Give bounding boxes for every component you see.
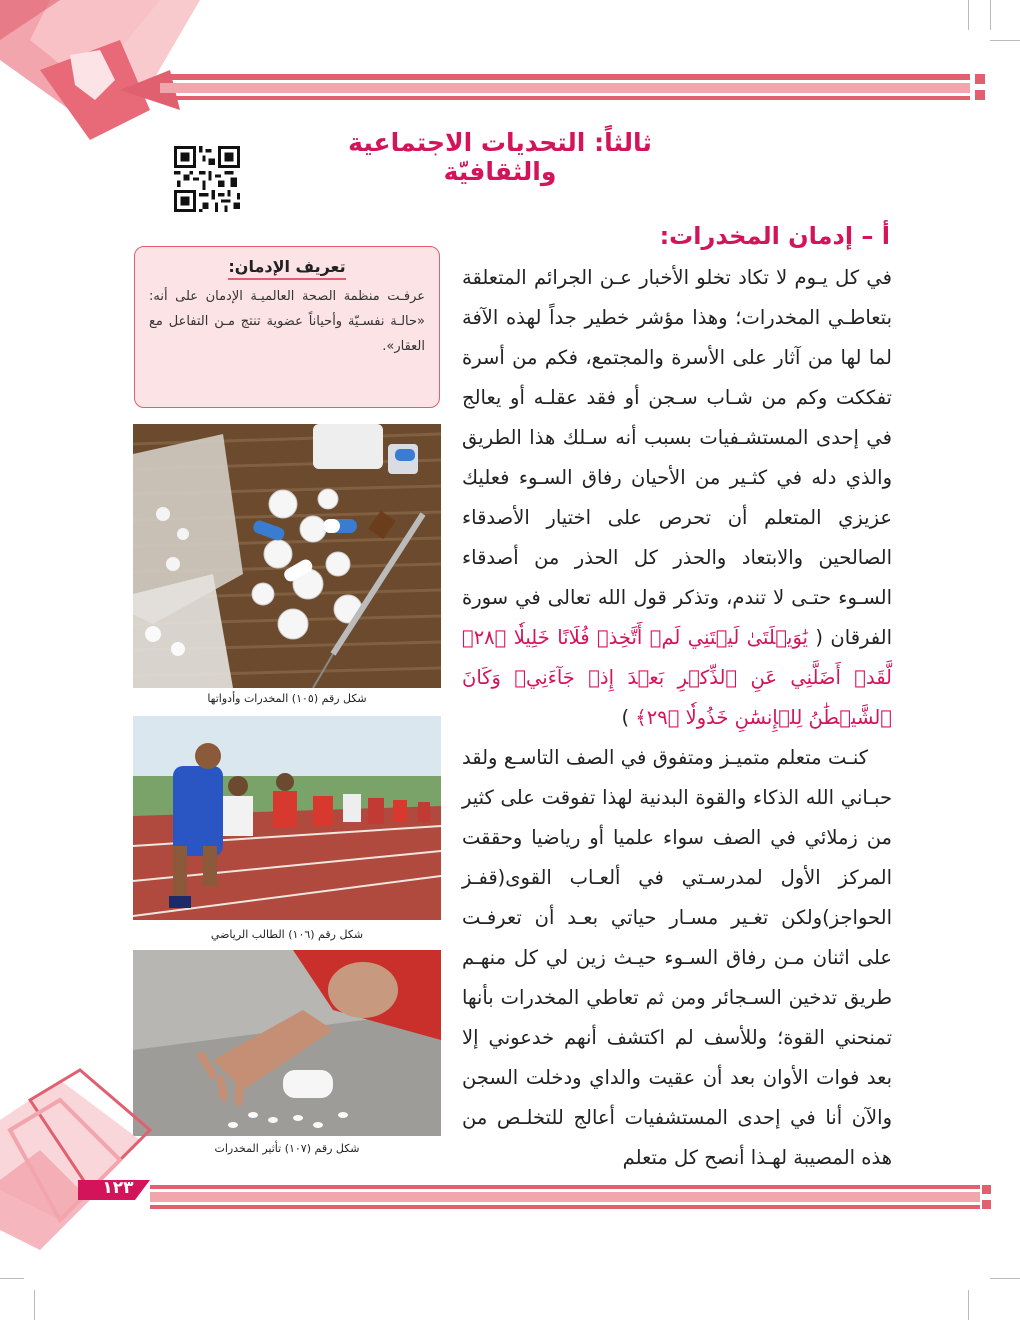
page-title: ثالثاً: التحديات الاجتماعية والثقافيّة: [348, 128, 652, 186]
crop-mark: [990, 0, 991, 30]
footer-band-square: [982, 1185, 991, 1194]
crop-mark: [968, 0, 969, 30]
main-text: [462, 258, 892, 1178]
footer-band-square: [982, 1200, 991, 1209]
figure-drugs-photo: [133, 424, 441, 688]
definition-body: عرفـت منظمة الصحة العالميـة الإدمان على أنه: «حالـة نفسـيّة وأحياناً عضوية تنتج مـن التفاعل مع العقار».: [149, 289, 425, 354]
figure-caption: شكل رقم (١٠٥) المخدرات وأدواتها: [207, 692, 367, 705]
header-band: [160, 74, 970, 102]
crop-mark: [34, 1290, 35, 1320]
section-heading: أ – إدمان المخدرات:: [659, 222, 890, 250]
crop-mark: [990, 1278, 1020, 1279]
footer-corner-decoration: [0, 1060, 160, 1260]
figure-caption: شكل رقم (١٠٧) تأثير المخدرات: [214, 1142, 360, 1155]
crop-mark: [968, 1290, 969, 1320]
figure-athlete-photo: [133, 716, 441, 920]
qr-code[interactable]: [174, 146, 240, 212]
page-number: ١٢٣: [102, 1178, 134, 1198]
footer-band: [150, 1185, 980, 1211]
definition-box: [134, 246, 440, 408]
paragraph-student-story: كنـت متعلم متميـز ومتفوق في الصف التاسـع ولقد حبـاني الله الذكاء والقوة البدنية لهذا تفوقت على كثير من زملائي في الصف سواء علميا أو رياضيا وحققت المركز الأول لمدرسـتي في ألعـاب القوى(قفـز الحواجز)ولكن تغـير مسـار حياتي بعـد أن تعرفـت على اثنان مـن رفاق السـوء حيـث زين لي كل منهـم طريق تدخين السـجائر ومن ثم تعاطي المخدرات بأنها تمنحني القوة؛ وللأسف لم اكتشف أنهم خدعوني إلا بعد فوات الأوان بعد أن عقيت والداي ودخلت السجن والآن أنا في إحدى المستشفيات أعالج للتخلـص من هذه المصيبة لهـذا أنصح كل متعلم: [462, 746, 892, 1169]
crop-mark: [990, 40, 1020, 41]
header-band-square: [975, 90, 985, 100]
crop-mark: [0, 1278, 24, 1279]
quran-verse: يَٰوَيۡلَتَىٰ لَيۡتَنِي لَمۡ أَتَّخِذۡ فُلَانًا خَلِيلٗا ﴿٢٨﴾ لَّقَدۡ أَضَلَّنِي عَنِ ٱلذِّكۡرِ بَعۡدَ إِذۡ جَآءَنِيۗ وَكَانَ ٱلشَّيۡطَٰنُ لِلۡإِنسَٰنِ خَذُولٗا ﴿٢٩﴾: [462, 626, 892, 729]
figure-caption: شكل رقم (١٠٦) الطالب الرياضي: [210, 928, 364, 941]
header-band-square: [975, 74, 985, 84]
paragraph-text: في كل يـوم لا تكاد تخلو الأخبار عـن الجرائم المتعلقة بتعاطـي المخدرات؛ وهذا مؤشر خطير جداً لهذه الآفة لما لها من آثار على الأسرة والمجتمع، فكم من أسرة تفككت وكم من شـاب سـجن أو فقد عقلـه أو يعالج في إحدى المستشـفيات بسبب أنه سـلك هذا الطريق والذي دله في كثـير من الأحيان رفاق السـوء فعليك عزيزي المتعلم أن تحرص على اختيار الأصدقاء الصالحين والابتعاد والحذر كل الحذر من أصدقاء السـوء حتـى لا تندم، وتذكر قول الله تعالى في سورة الفرقان (: [462, 266, 892, 649]
verse-close-paren: ): [621, 706, 630, 729]
paragraph-drugs-intro: [462, 258, 892, 738]
figure-drug-effect-photo: [133, 950, 441, 1136]
definition-title: تعريف الإدمان:: [149, 257, 425, 276]
